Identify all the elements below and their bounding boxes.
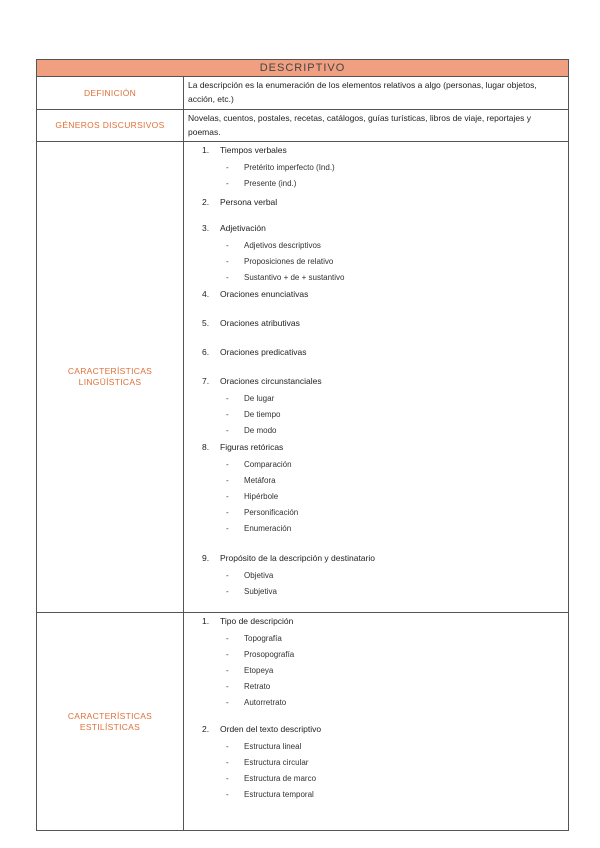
sub-item xyxy=(184,459,568,471)
title-row xyxy=(37,60,569,77)
dash-bullet: - xyxy=(226,508,229,517)
sub-item xyxy=(184,491,568,503)
list-item xyxy=(184,723,568,735)
item-text: Oraciones atributivas xyxy=(220,318,300,328)
dash-bullet: - xyxy=(226,410,229,419)
item-number: 6. xyxy=(202,347,210,357)
list-item xyxy=(184,288,568,300)
dash-bullet: - xyxy=(226,476,229,485)
sub-item-text: Subjetiva xyxy=(244,587,277,596)
genres-label: GÉNEROS DISCURSIVOS xyxy=(37,110,184,142)
sub-item xyxy=(184,409,568,421)
dash-bullet: - xyxy=(226,587,229,596)
linguistic-label-line1: CARACTERÍSTICAS xyxy=(67,366,153,376)
sub-item-text: Estructura de marco xyxy=(244,774,317,783)
dash-bullet: - xyxy=(226,774,229,783)
genres-row xyxy=(37,110,569,142)
sub-item-text: Estructura circular xyxy=(244,758,309,767)
item-text: Adjetivación xyxy=(220,223,266,233)
sub-item xyxy=(184,789,568,801)
list-item xyxy=(184,375,568,387)
sub-item xyxy=(184,665,568,677)
sub-item xyxy=(184,240,568,252)
dash-bullet: - xyxy=(226,790,229,799)
item-number: 1. xyxy=(202,145,210,155)
item-text: Oraciones predicativas xyxy=(220,347,307,357)
item-text: Figuras retóricas xyxy=(220,442,284,452)
stylistic-label-line1: CARACTERÍSTICAS xyxy=(67,710,153,721)
sub-item-text: Estructura temporal xyxy=(244,790,314,799)
sub-item xyxy=(184,697,568,709)
sub-item-text: Autorretrato xyxy=(244,698,287,707)
dash-bullet: - xyxy=(226,650,229,659)
genres-text: Novelas, cuentos, postales, recetas, catálogos, guías turísticas, libros de viaje, reportajes y poemas. xyxy=(184,110,569,142)
sub-item xyxy=(184,272,568,284)
list-item xyxy=(184,615,568,627)
sub-item-text: De tiempo xyxy=(244,410,281,419)
stylistic-label-line2: ESTILÍSTICAS xyxy=(79,721,141,732)
sub-item xyxy=(184,633,568,645)
item-text: Orden del texto descriptivo xyxy=(220,724,322,734)
list-item xyxy=(184,196,568,208)
item-text: Oraciones enunciativas xyxy=(220,289,309,299)
item-number: 8. xyxy=(202,442,210,452)
sub-item xyxy=(184,523,568,535)
dash-bullet: - xyxy=(226,682,229,691)
dash-bullet: - xyxy=(226,426,229,435)
sub-item-text: Metáfora xyxy=(244,476,276,485)
list-item xyxy=(184,222,568,234)
sub-item-text: Retrato xyxy=(244,682,271,691)
item-number: 3. xyxy=(202,223,210,233)
list-item xyxy=(184,552,568,564)
sub-item-text: Comparación xyxy=(244,460,292,469)
item-number: 1. xyxy=(202,616,210,626)
list-item xyxy=(184,144,568,156)
stylistic-content xyxy=(184,613,569,831)
sub-item-text: Personificación xyxy=(244,508,299,517)
sub-item-text: Hipérbole xyxy=(244,492,279,501)
dash-bullet: - xyxy=(226,524,229,533)
dash-bullet: - xyxy=(226,163,229,172)
dash-bullet: - xyxy=(226,460,229,469)
sub-item xyxy=(184,256,568,268)
stylistic-label xyxy=(37,613,184,831)
linguistic-label-line2: LINGÜÍSTICAS xyxy=(78,377,142,387)
list-item xyxy=(184,441,568,453)
sub-item-text: Adjetivos descriptivos xyxy=(244,241,321,250)
sub-item-text: Proposiciones de relativo xyxy=(244,257,334,266)
dash-bullet: - xyxy=(226,492,229,501)
sub-item-text: Enumeración xyxy=(244,524,292,533)
dash-bullet: - xyxy=(226,634,229,643)
sub-item-text: Sustantivo + de + sustantivo xyxy=(244,273,345,282)
sub-item-text: Pretérito imperfecto (Ind.) xyxy=(244,163,335,172)
dash-bullet: - xyxy=(226,698,229,707)
dash-bullet: - xyxy=(226,758,229,767)
table-title: DESCRIPTIVO xyxy=(37,60,569,77)
sub-item xyxy=(184,178,568,190)
sub-item-text: Objetiva xyxy=(244,571,274,580)
sub-item xyxy=(184,162,568,174)
dash-bullet: - xyxy=(226,666,229,675)
sub-item xyxy=(184,570,568,582)
item-text: Persona verbal xyxy=(220,197,278,207)
sub-item xyxy=(184,586,568,598)
sub-item xyxy=(184,757,568,769)
stylistic-row xyxy=(37,613,569,831)
dash-bullet: - xyxy=(226,571,229,580)
descriptive-text-table xyxy=(36,59,569,831)
linguistic-row xyxy=(37,142,569,613)
linguistic-content xyxy=(184,142,569,613)
sub-item xyxy=(184,425,568,437)
definition-label: DEFINICIÓN xyxy=(37,77,184,110)
sub-item-text: Estructura lineal xyxy=(244,742,302,751)
dash-bullet: - xyxy=(226,273,229,282)
sub-item xyxy=(184,741,568,753)
sub-item xyxy=(184,649,568,661)
linguistic-label xyxy=(37,142,184,613)
list-item xyxy=(184,346,568,358)
item-number: 4. xyxy=(202,289,210,299)
sub-item-text: De modo xyxy=(244,426,277,435)
sub-item-text: Presente (ind.) xyxy=(244,179,297,188)
sub-item xyxy=(184,475,568,487)
definition-row xyxy=(37,77,569,110)
item-number: 7. xyxy=(202,376,210,386)
dash-bullet: - xyxy=(226,241,229,250)
sub-item-text: Prosopografía xyxy=(244,650,295,659)
dash-bullet: - xyxy=(226,179,229,188)
item-text: Oraciones circunstanciales xyxy=(220,376,322,386)
item-number: 2. xyxy=(202,724,210,734)
dash-bullet: - xyxy=(226,742,229,751)
list-item xyxy=(184,317,568,329)
dash-bullet: - xyxy=(226,257,229,266)
item-text: Tiempos verbales xyxy=(220,145,287,155)
item-number: 2. xyxy=(202,197,210,207)
sub-item xyxy=(184,393,568,405)
sub-item xyxy=(184,773,568,785)
item-text: Propósito de la descripción y destinatario xyxy=(220,553,375,563)
sub-item xyxy=(184,681,568,693)
sub-item-text: Topografía xyxy=(244,634,282,643)
sub-item-text: De lugar xyxy=(244,394,275,403)
definition-text: La descripción es la enumeración de los elementos relativos a algo (personas, lugar objetos, acción, etc.) xyxy=(184,77,569,110)
item-number: 9. xyxy=(202,553,210,563)
sub-item-text: Etopeya xyxy=(244,666,274,675)
item-number: 5. xyxy=(202,318,210,328)
item-text: Tipo de descripción xyxy=(220,616,294,626)
sub-item xyxy=(184,507,568,519)
dash-bullet: - xyxy=(226,394,229,403)
